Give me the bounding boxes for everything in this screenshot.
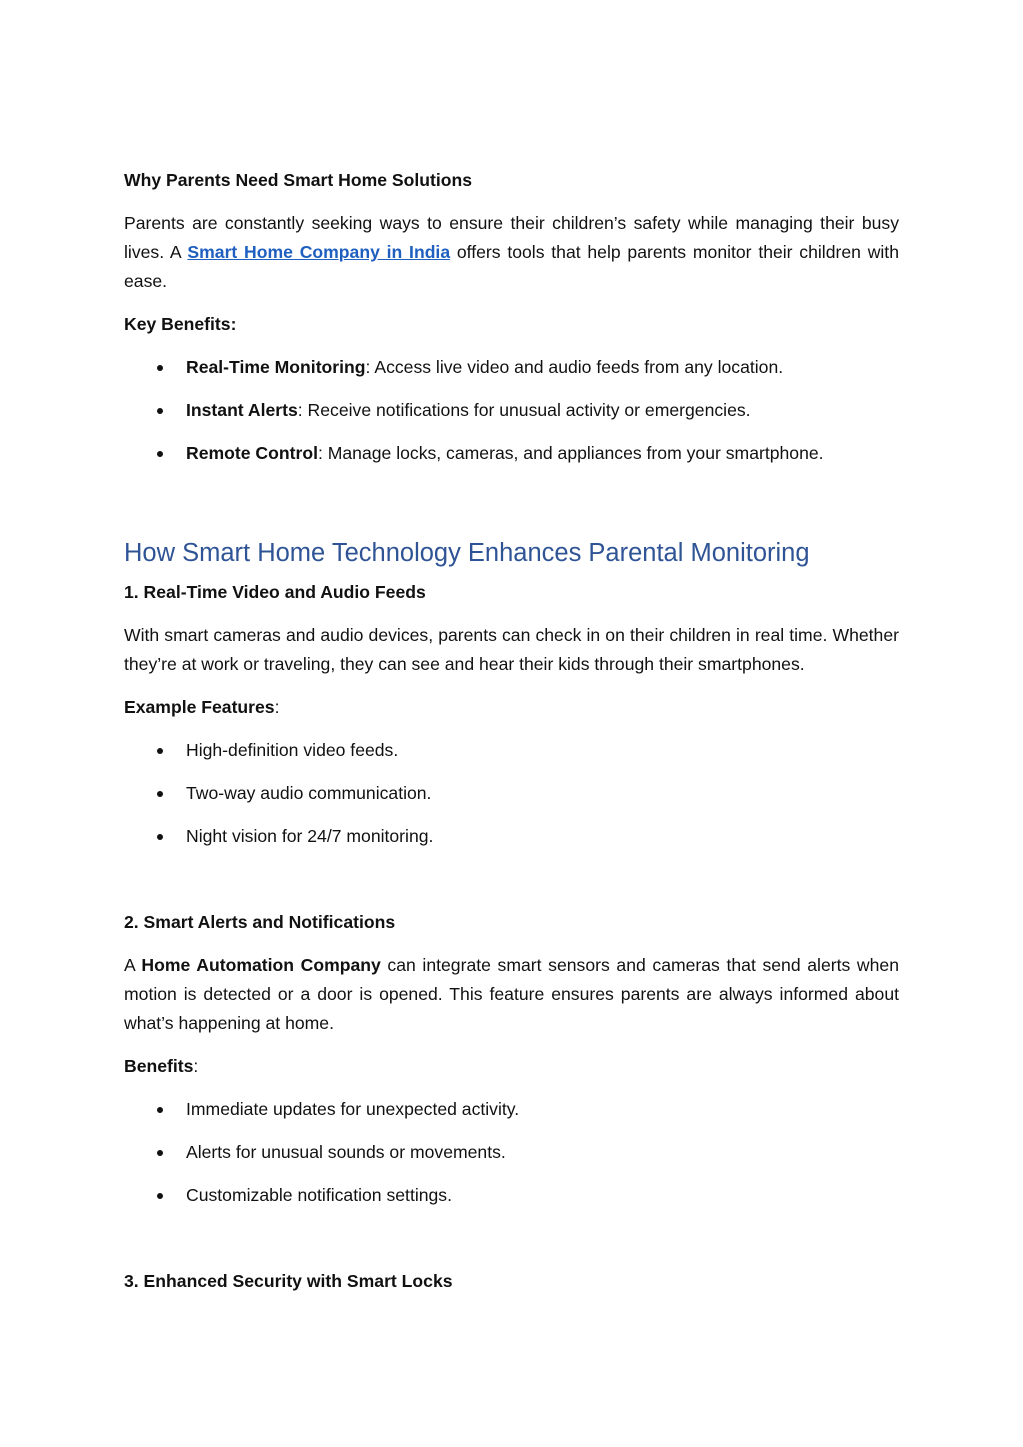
subheading-smart-alerts: 2. Smart Alerts and Notifications xyxy=(124,912,396,932)
benefit-desc: : Manage locks, cameras, and appliances from your smartphone. xyxy=(317,443,824,463)
list-item: Two-way audio communication. xyxy=(124,779,899,808)
benefits-label: Benefits: xyxy=(124,1056,199,1076)
list-item: Night vision for 24/7 monitoring. xyxy=(124,822,899,851)
document-page xyxy=(124,166,899,1296)
smart-home-company-link[interactable]: Smart Home Company in India xyxy=(187,242,451,262)
benefit-term: Real-Time Monitoring xyxy=(186,357,366,377)
list-item xyxy=(124,439,899,468)
list-item: High-definition video feeds. xyxy=(124,736,899,765)
smart-alerts-paragraph: A Home Automation Company can integrate smart sensors and cameras that send alerts when motion is detected or a door is opened. This feature ensures parents are always informed about what’s happening at home. xyxy=(124,955,899,1033)
section-heading-how-smart-home: How Smart Home Technology Enhances Parental Monitoring xyxy=(124,539,810,567)
intro-paragraph xyxy=(124,209,899,296)
subheading-smart-locks: 3. Enhanced Security with Smart Locks xyxy=(124,1271,453,1291)
alert-benefits-list xyxy=(124,1095,899,1210)
home-automation-company-term: Home Automation Company xyxy=(141,955,381,975)
list-item: Customizable notification settings. xyxy=(124,1181,899,1210)
benefit-term: Remote Control xyxy=(186,443,318,463)
list-item xyxy=(124,353,899,382)
example-features-label: Example Features: xyxy=(124,697,280,717)
benefit-term: Instant Alerts xyxy=(186,400,298,420)
list-item: Immediate updates for unexpected activity. xyxy=(124,1095,899,1124)
benefit-desc: : Receive notifications for unusual activity or emergencies. xyxy=(297,400,751,420)
section-heading-why-parents: Why Parents Need Smart Home Solutions xyxy=(124,170,473,190)
key-benefits-list xyxy=(124,353,899,468)
intro-text-start: Parents are constantly seeking ways to ensure their children’s safety while managing their busy lives. A xyxy=(124,213,899,262)
benefit-desc: : Access live video and audio feeds from any location. xyxy=(365,357,784,377)
list-item xyxy=(124,396,899,425)
subheading-real-time-feeds: 1. Real-Time Video and Audio Feeds xyxy=(124,582,426,602)
list-item: Alerts for unusual sounds or movements. xyxy=(124,1138,899,1167)
intro-text-end: offers tools that help parents monitor their children with ease. xyxy=(124,242,899,291)
real-time-feeds-paragraph: With smart cameras and audio devices, parents can check in on their children in real time. Whether they’re at work or traveling, they can see and hear their kids through their smartphones. xyxy=(124,625,899,674)
example-features-list xyxy=(124,736,899,851)
key-benefits-label: Key Benefits: xyxy=(124,314,237,334)
